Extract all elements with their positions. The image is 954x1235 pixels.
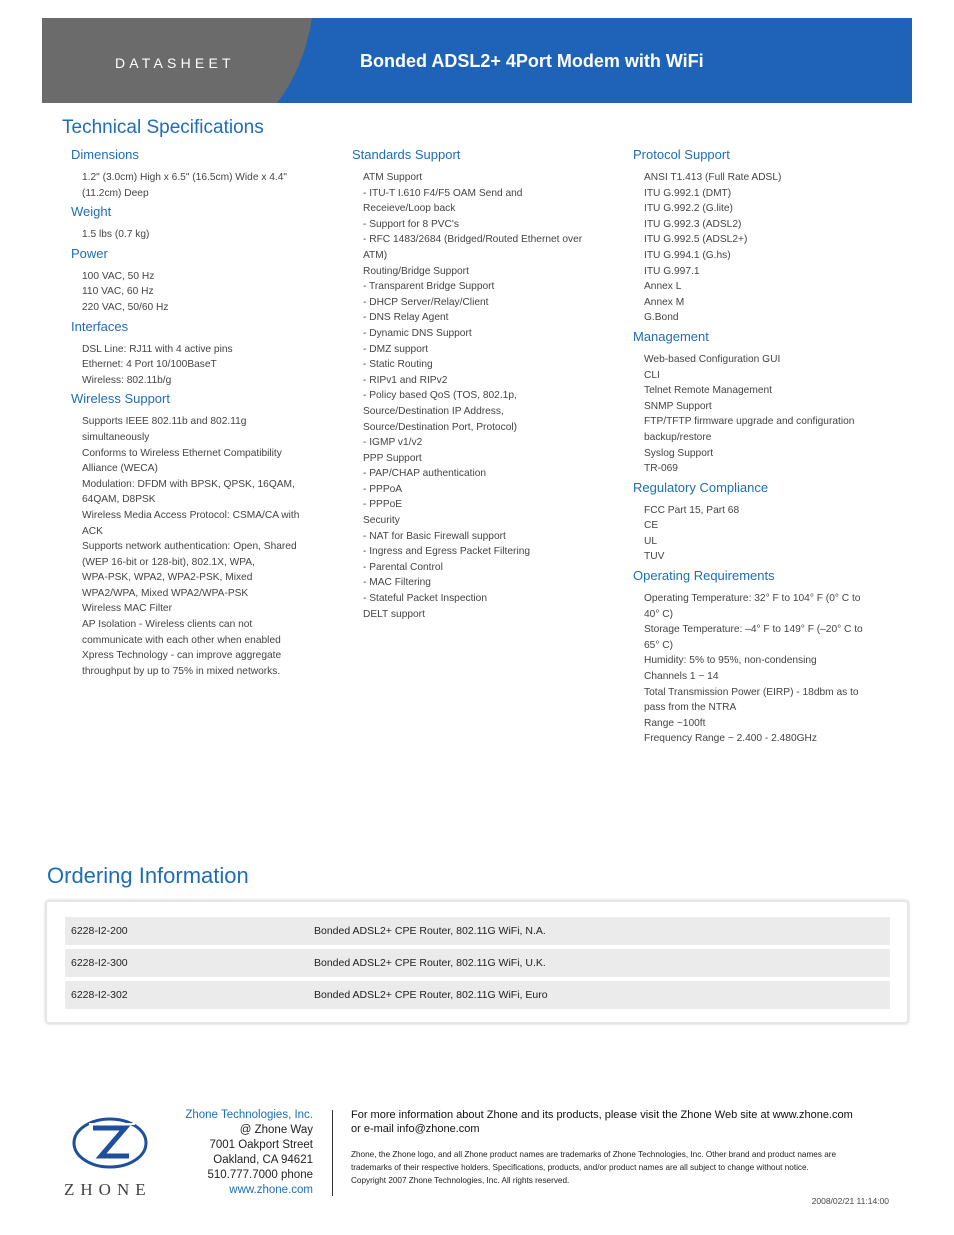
spec-line: 110 VAC, 60 Hz — [82, 286, 154, 298]
spec-line: Web-based Configuration GUI — [644, 353, 781, 365]
spec-section-body — [352, 170, 612, 622]
spec-section-title: Interfaces — [71, 318, 129, 334]
spec-line: - RIPv1 and RIPv2 — [363, 374, 448, 386]
print-timestamp: 2008/02/21 11:14:00 — [811, 1196, 889, 1206]
spec-line: - PPPoA — [363, 483, 403, 495]
spec-line: ITU G.992.3 (ADSL2) — [644, 218, 742, 230]
spec-line: Wireless MAC Filter — [82, 603, 172, 615]
spec-section — [633, 567, 893, 747]
spec-line: - Transparent Bridge Support — [363, 281, 495, 293]
spec-line: - Ingress and Egress Packet Filtering — [363, 546, 531, 558]
address-line: 7001 Oakport Street — [209, 1139, 313, 1151]
spec-section — [71, 203, 321, 243]
spec-section — [633, 479, 893, 565]
spec-line: Routing/Bridge Support — [363, 265, 469, 277]
spec-line: CE — [644, 520, 659, 532]
spec-line: FTP/TFTP firmware upgrade and configuration — [644, 416, 855, 428]
spec-section — [71, 146, 321, 201]
spec-section-body — [633, 352, 893, 477]
spec-section — [71, 318, 321, 389]
spec-line: WPA2/WPA, Mixed WPA2/WPA-PSK — [82, 587, 249, 599]
spec-line: backup/restore — [644, 431, 712, 443]
spec-line: simultaneously — [82, 431, 150, 443]
spec-section-body — [71, 414, 321, 679]
spec-section — [71, 245, 321, 316]
part-number: 6228-I2-200 — [71, 925, 128, 937]
spec-line: DSL Line: RJ11 with 4 active pins — [82, 343, 233, 355]
spec-line: ACK — [82, 525, 103, 537]
spec-line: - PPPoE — [363, 499, 403, 511]
spec-line: ITU G.992.2 (G.lite) — [644, 203, 733, 215]
spec-line: TUV — [644, 551, 665, 563]
spec-line: 100 VAC, 50 Hz — [82, 270, 155, 282]
company-name: Zhone Technologies, Inc. — [185, 1109, 313, 1121]
spec-section-title: Weight — [71, 204, 112, 220]
spec-section-body — [71, 170, 321, 201]
spec-line: - RFC 1483/2684 (Bridged/Routed Ethernet over — [363, 234, 583, 246]
header-banner — [42, 18, 912, 103]
table-row — [65, 981, 890, 1009]
ordering-title: Ordering Information — [47, 863, 249, 888]
part-description: Bonded ADSL2+ CPE Router, 802.11G WiFi, U.K. — [314, 957, 546, 969]
spec-section — [633, 328, 893, 477]
spec-line: G.Bond — [644, 312, 679, 324]
spec-line: - Static Routing — [363, 359, 433, 371]
spec-column-3 — [633, 146, 893, 749]
spec-line: ITU G.994.1 (G.hs) — [644, 249, 731, 261]
contact-info — [351, 1108, 896, 1136]
spec-line: ITU G.992.1 (DMT) — [644, 187, 732, 199]
spec-section-title: Standards Support — [352, 147, 461, 162]
spec-line: ITU G.997.1 — [644, 265, 700, 277]
spec-line: pass from the NTRA — [644, 702, 737, 714]
spec-line: Ethernet: 4 Port 10/100BaseT — [82, 359, 217, 371]
spec-line: 1.5 lbs (0.7 kg) — [82, 229, 150, 241]
table-row — [65, 917, 890, 945]
phone-number: 510.777.7000 phone — [207, 1169, 313, 1181]
spec-column-2 — [352, 146, 612, 624]
spec-section — [71, 390, 321, 679]
tech-specs-title: Technical Specifications — [62, 117, 264, 138]
address-line: @ Zhone Way — [239, 1124, 313, 1136]
spec-line: 65° C) — [644, 639, 673, 651]
spec-line: Receieve/Loop back — [363, 203, 456, 215]
spec-line: Humidity: 5% to 95%, non-condensing — [644, 655, 817, 667]
company-address — [185, 1108, 313, 1198]
spec-line: PPP Support — [363, 452, 422, 464]
spec-column-1 — [71, 146, 321, 681]
spec-line: Alliance (WECA) — [82, 463, 158, 475]
spec-section — [633, 146, 893, 326]
product-title: Bonded ADSL2+ 4Port Modem with WiFi — [360, 51, 704, 71]
spec-line: - DNS Relay Agent — [363, 312, 449, 324]
spec-line: 40° C) — [644, 608, 673, 620]
spec-line: TR-069 — [644, 463, 678, 475]
spec-line: - PAP/CHAP authentication — [363, 468, 487, 480]
website-link[interactable]: www.zhone.com — [229, 1184, 313, 1196]
part-number: 6228-I2-302 — [71, 989, 128, 1001]
address-line: Oakland, CA 94621 — [213, 1154, 313, 1166]
spec-section-body — [633, 503, 893, 565]
spec-line: - Policy based QoS (TOS, 802.1p, — [363, 390, 517, 402]
spec-line: Annex L — [644, 281, 682, 293]
part-description: Bonded ADSL2+ CPE Router, 802.11G WiFi, N.A. — [314, 925, 546, 937]
spec-section-title: Protocol Support — [633, 147, 730, 162]
part-number: 6228-I2-300 — [71, 957, 128, 969]
spec-section-title: Dimensions — [71, 147, 139, 162]
spec-line: - Stateful Packet Inspection — [363, 593, 488, 605]
zhone-logo-icon — [65, 1110, 155, 1181]
spec-line: Source/Destination IP Address, — [363, 405, 504, 417]
info-line: or e-mail info@zhone.com — [351, 1123, 480, 1135]
spec-line: (WEP 16-bit or 128-bit), 802.1X, WPA, — [82, 556, 255, 568]
spec-line: 1.2" (3.0cm) High x 6.5" (16.5cm) Wide x 4.4" — [82, 172, 288, 183]
spec-line: DELT support — [363, 608, 425, 620]
datasheet-label: DATASHEET — [115, 55, 235, 71]
spec-line: Wireless: 802.11b/g — [82, 374, 172, 386]
spec-line: - Parental Control — [363, 561, 443, 573]
spec-line: - Dynamic DNS Support — [363, 327, 472, 339]
spec-line: Supports IEEE 802.11b and 802.11g — [82, 416, 247, 428]
spec-line: Conforms to Wireless Ethernet Compatibility — [82, 447, 282, 459]
spec-line: Total Transmission Power (EIRP) - 18dbm as to — [644, 686, 859, 698]
spec-line: 64QAM, D8PSK — [82, 494, 156, 506]
spec-line: - NAT for Basic Firewall support — [363, 530, 506, 542]
spec-line: - MAC Filtering — [363, 577, 431, 589]
spec-section-title: Operating Requirements — [633, 568, 775, 584]
spec-line: Operating Temperature: 32° F to 104° F (0° C to — [644, 593, 861, 605]
spec-line: Xpress Technology - can improve aggregate — [82, 650, 282, 662]
legal-notice — [351, 1148, 896, 1187]
spec-line: - Support for 8 PVC's — [363, 218, 459, 230]
spec-section-title: Power — [71, 245, 108, 261]
spec-line: Modulation: DFDM with BPSK, QPSK, 16QAM, — [82, 478, 295, 490]
spec-section — [352, 146, 612, 622]
info-line: For more information about Zhone and its products, please visit the Zhone Web site at www.zhone.com — [351, 1109, 853, 1121]
spec-line: 220 VAC, 50/60 Hz — [82, 301, 169, 313]
spec-line: Frequency Range ~ 2.400 - 2.480GHz — [644, 733, 818, 745]
spec-line: Channels 1 ~ 14 — [644, 671, 719, 683]
part-description: Bonded ADSL2+ CPE Router, 802.11G WiFi, Euro — [314, 989, 548, 1001]
spec-line: ATM Support — [363, 172, 423, 183]
spec-section-body — [71, 269, 321, 316]
spec-line: - DHCP Server/Relay/Client — [363, 296, 489, 308]
spec-line: Wireless Media Access Protocol: CSMA/CA with — [82, 509, 300, 521]
spec-line: AP Isolation - Wireless clients can not — [82, 619, 253, 631]
spec-line: CLI — [644, 369, 660, 381]
spec-line: - IGMP v1/v2 — [363, 437, 423, 449]
spec-line: - ITU-T I.610 F4/F5 OAM Send and — [363, 187, 523, 199]
spec-line: throughput by up to 75% in mixed networks. — [82, 665, 281, 677]
spec-line: Security — [363, 515, 400, 527]
spec-line: Source/Destination Port, Protocol) — [363, 421, 518, 433]
spec-line: WPA-PSK, WPA2, WPA2-PSK, Mixed — [82, 572, 253, 584]
spec-line: ATM) — [363, 249, 388, 261]
spec-line: Range ~100ft — [644, 717, 706, 729]
spec-line: ITU G.992.5 (ADSL2+) — [644, 234, 748, 246]
spec-line: FCC Part 15, Part 68 — [644, 504, 740, 516]
spec-section-title: Wireless Support — [71, 391, 170, 407]
spec-line: communicate with each other when enabled — [82, 634, 281, 646]
spec-line: Annex M — [644, 296, 685, 308]
legal-line: Zhone, the Zhone logo, and all Zhone product names are trademarks of Zhone Technologies, Inc. Other brand and product names are — [351, 1150, 837, 1159]
spec-line: Telnet Remote Management — [644, 385, 772, 397]
spec-line: (11.2cm) Deep — [82, 187, 149, 199]
spec-line: - DMZ support — [363, 343, 429, 355]
spec-section-title: Regulatory Compliance — [633, 479, 769, 495]
spec-section-title: Management — [633, 328, 709, 344]
spec-section-body — [633, 591, 893, 747]
spec-line: Storage Temperature: –4° F to 149° F (–20° C to — [644, 624, 863, 636]
spec-line: Syslog Support — [644, 447, 714, 459]
spec-line: UL — [644, 535, 658, 547]
spec-section-body — [71, 227, 321, 243]
spec-section-body — [71, 342, 321, 389]
footer-divider — [332, 1110, 333, 1196]
spec-section-body — [633, 170, 893, 326]
table-row — [65, 949, 890, 977]
spec-line: ANSI T1.413 (Full Rate ADSL) — [644, 172, 782, 183]
logo-wordmark: ZHONE — [64, 1180, 152, 1199]
spec-line: SNMP Support — [644, 400, 712, 412]
legal-line: Copyright 2007 Zhone Technologies, Inc. All rights reserved. — [351, 1176, 570, 1185]
spec-line: Supports network authentication: Open, Shared — [82, 541, 297, 553]
ordering-table — [45, 900, 909, 1024]
legal-line: trademarks of their respective holders. Specifications, products, and/or product names are all subject to change without notice. — [351, 1163, 809, 1172]
